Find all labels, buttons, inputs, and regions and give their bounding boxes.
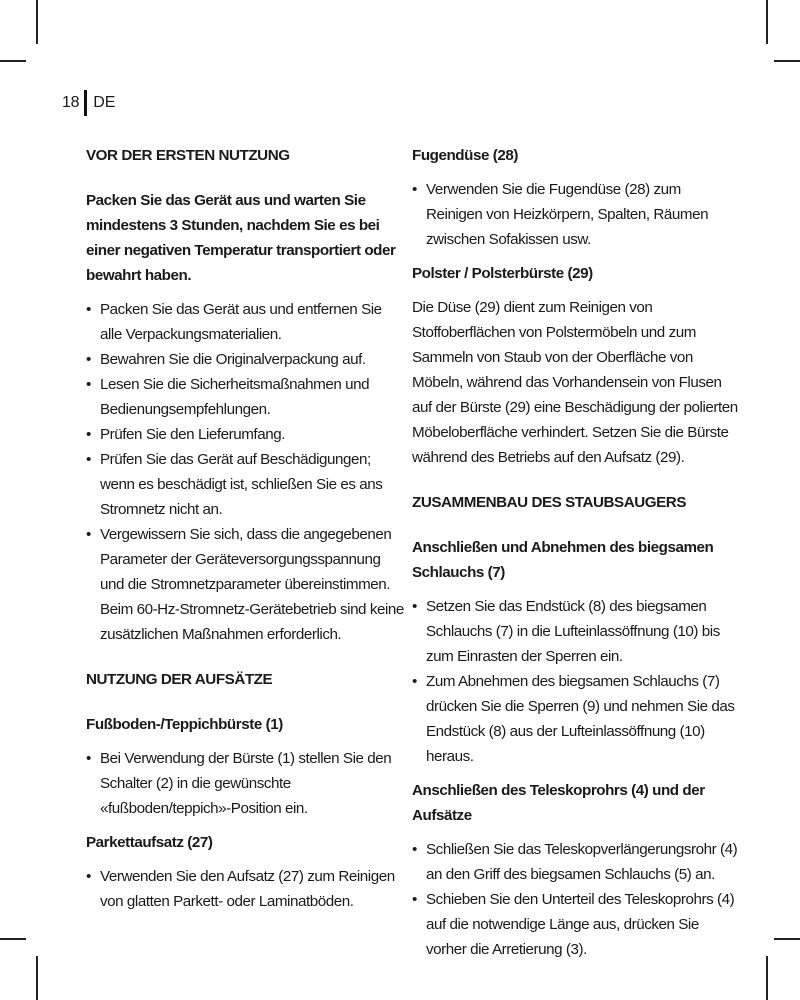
crop-mark: [766, 956, 768, 1000]
list-item: • Zum Abnehmen des biegsamen Schlauchs (7) drücken Sie die Sperren (9) und nehmen Sie das Endstück (8) aus der Lufteinlassöffnung (10) heraus.: [412, 669, 740, 769]
list-item: • Schließen Sie das Teleskopverlängerungsrohr (4) an den Griff des biegsamen Schlauchs (5) an.: [412, 837, 740, 887]
crop-mark: [766, 0, 768, 44]
hose-list: [412, 594, 740, 769]
list-item: • Lesen Sie die Sicherheitsmaßnahmen und Bedienungsempfehlungen.: [86, 372, 406, 422]
crop-mark: [36, 0, 38, 44]
list-item: • Bei Verwendung der Bürste (1) stellen Sie den Schalter (2) in die gewünschte «fußboden/teppich»-Position ein.: [86, 746, 406, 821]
list-item: • Vergewissern Sie sich, dass die angegebenen Parameter der Geräteversorgungsspannung und die Stromnetzparameter übereinstimmen. Beim 60-Hz-Stromnetz-Gerätebetrieb sind keine zusätzlichen Maßnahmen erforderlich.: [86, 522, 406, 647]
crop-mark: [774, 938, 800, 940]
crop-mark: [774, 60, 800, 62]
section-title-attachments: NUTZUNG DER AUFSÄTZE: [86, 671, 273, 688]
first-use-list: [86, 297, 406, 647]
crop-mark: [0, 60, 26, 62]
subtitle-floor-brush: Fußboden-/Teppichbürste (1): [86, 716, 283, 733]
list-item: • Bewahren Sie die Originalverpackung auf.: [86, 347, 406, 372]
subtitle-hose: Anschließen und Abnehmen des biegsamen Schlauchs (7): [412, 539, 714, 581]
page-number: 18: [62, 94, 80, 111]
parquet-list: [86, 864, 406, 914]
list-item: • Verwenden Sie den Aufsatz (27) zum Reinigen von glatten Parkett- oder Laminatböden.: [86, 864, 406, 914]
subtitle-upholstery-brush: Polster / Polsterbürste (29): [412, 265, 593, 282]
list-item: • Packen Sie das Gerät aus und entfernen Sie alle Verpackungsmaterialien.: [86, 297, 406, 347]
section-title-first-use: VOR DER ERSTEN NUTZUNG: [86, 147, 290, 164]
subtitle-crevice-nozzle: Fugendüse (28): [412, 147, 518, 164]
subtitle-parquet: Parkettaufsatz (27): [86, 834, 213, 851]
section-title-assembly: ZUSAMMENBAU DES STAUBSAUGERS: [412, 494, 687, 511]
list-item: • Schieben Sie den Unterteil des Teleskoprohrs (4) auf die notwendige Länge aus, drücken Sie vorher die Arretierung (3).: [412, 887, 740, 962]
list-item: • Setzen Sie das Endstück (8) des biegsamen Schlauchs (7) in die Lufteinlassöffnung (10) bis zum Einrasten der Sperren ein.: [412, 594, 740, 669]
subtitle-telescopic-tube: Anschließen des Teleskoprohrs (4) und der Aufsätze: [412, 782, 705, 824]
crop-mark: [0, 938, 26, 940]
upholstery-text: Die Düse (29) dient zum Reinigen von Stoffoberflächen von Polstermöbeln und zum Sammeln von Staub von der Oberfläche von Möbeln, während das Vorhandensein von Flusen auf der Bürste (29) eine Beschädigung der polierten Möbeloberfläche verhindert. Setzen Sie die Bürste während des Betriebs auf den Aufsatz (29).: [412, 299, 738, 466]
list-item: • Prüfen Sie das Gerät auf Beschädigungen; wenn es beschädigt ist, schließen Sie es ans Stromnetz nicht an.: [86, 447, 406, 522]
crop-mark: [36, 956, 38, 1000]
crevice-nozzle-list: [412, 177, 740, 252]
right-column: [412, 143, 740, 962]
telescopic-tube-list: [412, 837, 740, 962]
left-column: [86, 143, 406, 914]
first-use-intro: Packen Sie das Gerät aus und warten Sie mindestens 3 Stunden, nachdem Sie es bei einer negativen Temperatur transportiert oder bewahrt haben.: [86, 192, 396, 284]
list-item: • Prüfen Sie den Lieferumfang.: [86, 422, 406, 447]
floor-brush-list: [86, 746, 406, 821]
header-divider: [84, 90, 87, 116]
list-item: • Verwenden Sie die Fugendüse (28) zum Reinigen von Heizkörpern, Spalten, Räumen zwischen Sofakissen usw.: [412, 177, 740, 252]
language-label: DE: [93, 94, 116, 111]
page-header: [62, 90, 115, 116]
